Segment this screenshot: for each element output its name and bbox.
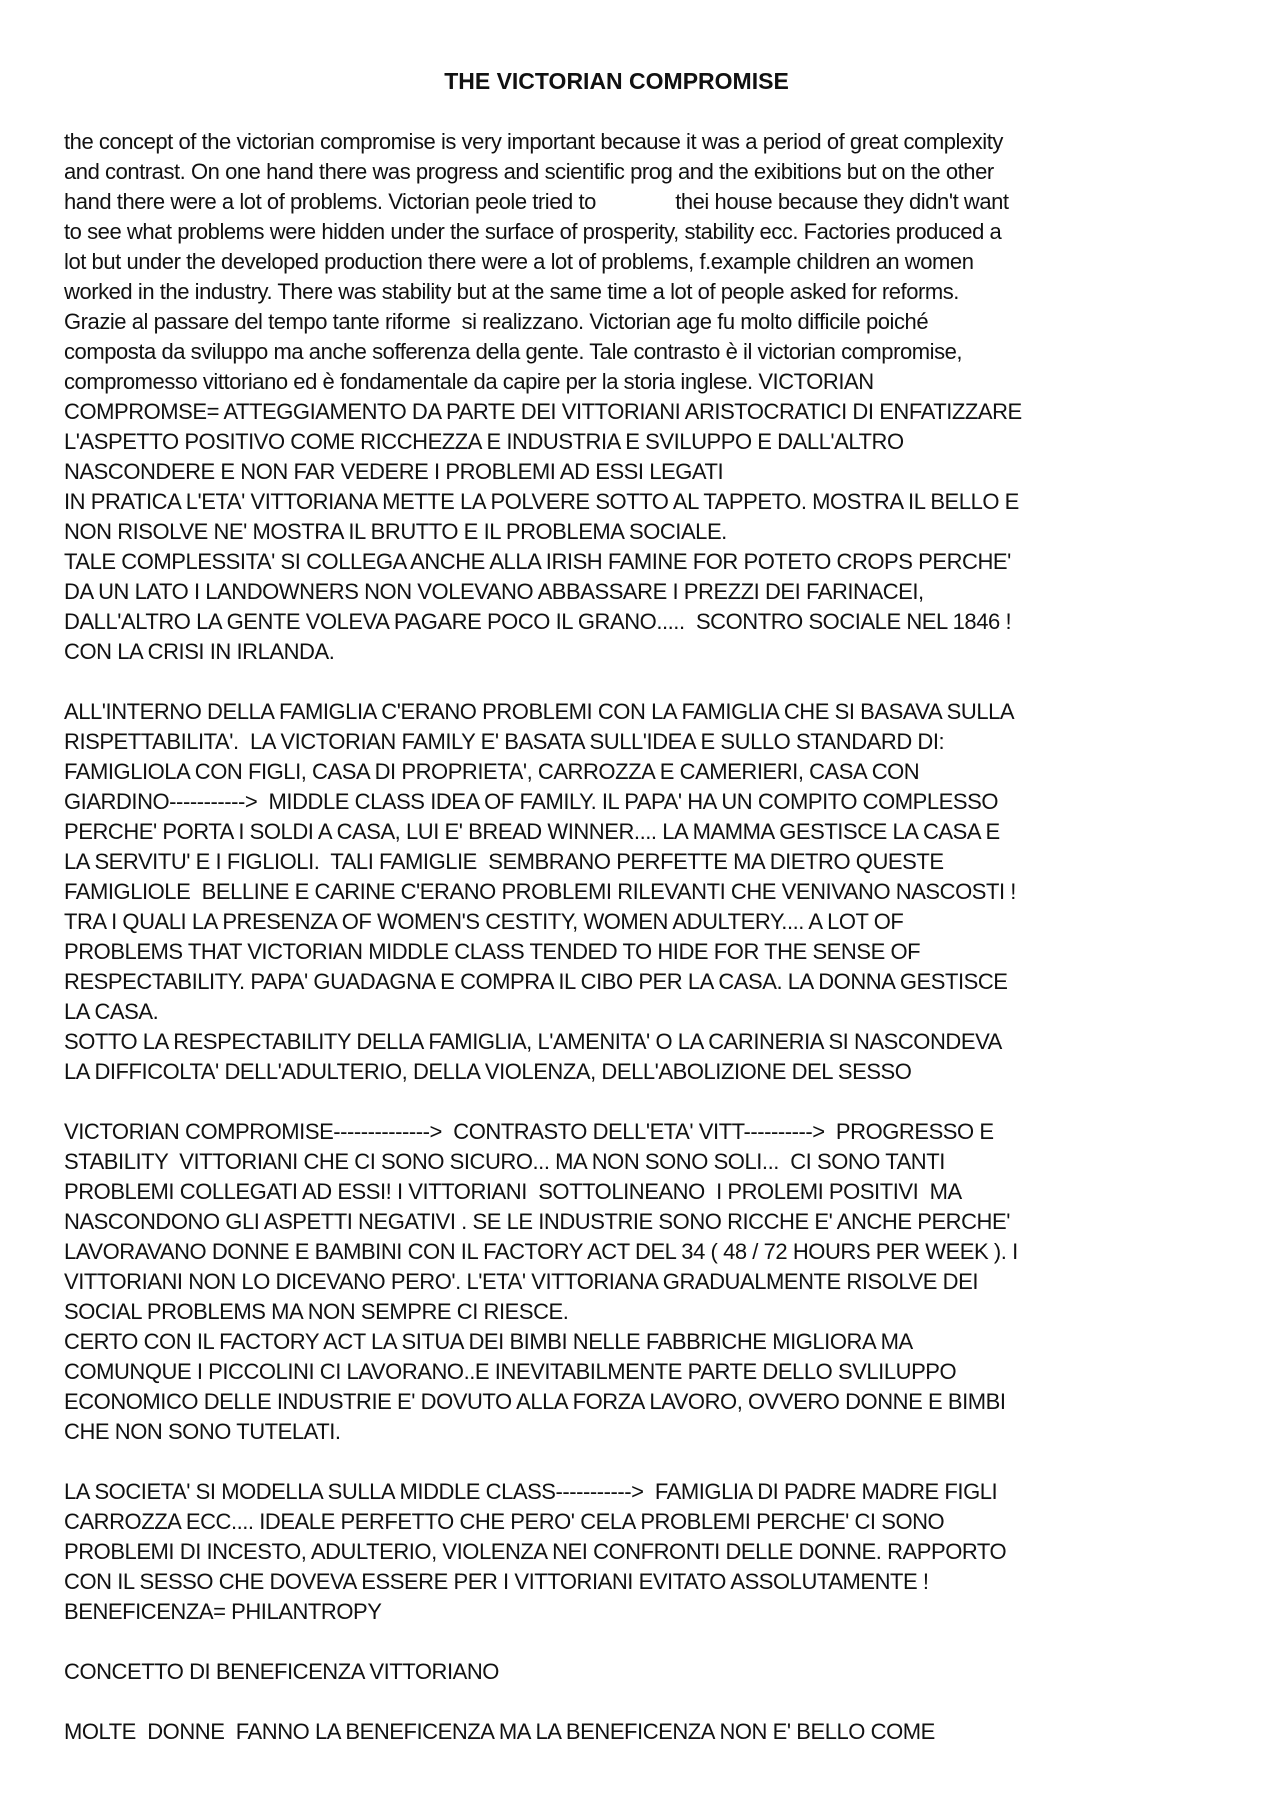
text-line: LAVORAVANO DONNE E BAMBINI CON IL FACTORY ACT DEL 34 ( 48 / 72 HOURS PER WEEK ). I [64,1239,1018,1264]
text-line: the concept of the victorian compromise is very important because it was a period of great complexity [64,129,1003,154]
text-line: RISPETTABILITA'. LA VICTORIAN FAMILY E' BASATA SULL'IDEA E SULLO STANDARD DI: [64,729,945,754]
text-line: TALE COMPLESSITA' SI COLLEGA ANCHE ALLA IRISH FAMINE FOR POTETO CROPS PERCHE' [64,549,1011,574]
blank-line [64,1627,1244,1657]
text-line: CERTO CON IL FACTORY ACT LA SITUA DEI BIMBI NELLE FABBRICHE MIGLIORA MA [64,1329,913,1354]
text-line: CON LA CRISI IN IRLANDA. [64,639,335,664]
text-line: ALL'INTERNO DELLA FAMIGLIA C'ERANO PROBLEMI CON LA FAMIGLIA CHE SI BASAVA SULLA [64,699,1015,724]
text-line: Grazie al passare del tempo tante riforme si realizzano. Victorian age fu molto difficile poiché [64,309,929,334]
text-line: RESPECTABILITY. PAPA' GUADAGNA E COMPRA IL CIBO PER LA CASA. LA DONNA GESTISCE [64,969,1008,994]
text-line: PROBLEMS THAT VICTORIAN MIDDLE CLASS TENDED TO HIDE FOR THE SENSE OF [64,939,921,964]
text-line: PROBLEMI COLLEGATI AD ESSI! I VITTORIANI SOTTOLINEANO I PROLEMI POSITIVI MA [64,1179,962,1204]
text-line: NON RISOLVE NE' MOSTRA IL BRUTTO E IL PROBLEMA SOCIALE. [64,519,727,544]
text-line: COMPROMSE= ATTEGGIAMENTO DA PARTE DEI VITTORIANI ARISTOCRATICI DI ENFATIZZARE [64,399,1022,424]
text-line: LA CASA. [64,999,159,1024]
document-body [64,127,1244,1747]
text-line: CHE NON SONO TUTELATI. [64,1419,341,1444]
text-line: SOCIAL PROBLEMS MA NON SEMPRE CI RIESCE. [64,1299,569,1324]
text-line: composta da sviluppo ma anche sofferenza della gente. Tale contrasto è il victorian compromise, [64,339,963,364]
text-line: ECONOMICO DELLE INDUSTRIE E' DOVUTO ALLA FORZA LAVORO, OVVERO DONNE E BIMBI [64,1389,1006,1414]
blank-line [64,1687,1244,1717]
text-line: compromesso vittoriano ed è fondamentale da capire per la storia inglese. VICTORIAN [64,369,874,394]
text-line: SOTTO LA RESPECTABILITY DELLA FAMIGLIA, L'AMENITA' O LA CARINERIA SI NASCONDEVA [64,1029,1002,1054]
text-line: to see what problems were hidden under the surface of prosperity, stability ecc. Factories produced a [64,219,1002,244]
text-line: lot but under the developed production there were a lot of problems, f.example children an women [64,249,974,274]
text-line: CARROZZA ECC.... IDEALE PERFETTO CHE PERO' CELA PROBLEMI PERCHE' CI SONO [64,1509,945,1534]
text-line: VICTORIAN COMPROMISE--------------> CONTRASTO DELL'ETA' VITT----------> PROGRESSO E [64,1119,994,1144]
text-line: worked in the industry. There was stability but at the same time a lot of people asked for reforms. [64,279,959,304]
blank-line [64,1447,1244,1477]
text-line: LA SOCIETA' SI MODELLA SULLA MIDDLE CLASS-----------> FAMIGLIA DI PADRE MADRE FIGLI [64,1479,998,1504]
text-line: LA SERVITU' E I FIGLIOLI. TALI FAMIGLIE SEMBRANO PERFETTE MA DIETRO QUESTE [64,849,944,874]
text-line: NASCONDERE E NON FAR VEDERE I PROBLEMI AD ESSI LEGATI [64,459,724,484]
text-line: VITTORIANI NON LO DICEVANO PERO'. L'ETA' VITTORIANA GRADUALMENTE RISOLVE DEI [64,1269,978,1294]
text-line: PROBLEMI DI INCESTO, ADULTERIO, VIOLENZA NEI CONFRONTI DELLE DONNE. RAPPORTO [64,1539,1007,1564]
text-line: L'ASPETTO POSITIVO COME RICCHEZZA E INDUSTRIA E SVILUPPO E DALL'ALTRO [64,429,904,454]
text-line: LA DIFFICOLTA' DELL'ADULTERIO, DELLA VIOLENZA, DELL'ABOLIZIONE DEL SESSO [64,1059,912,1084]
text-line: GIARDINO-----------> MIDDLE CLASS IDEA OF FAMILY. IL PAPA' HA UN COMPITO COMPLESSO [64,789,998,814]
text-line: FAMIGLIOLA CON FIGLI, CASA DI PROPRIETA', CARROZZA E CAMERIERI, CASA CON [64,759,920,784]
page-title: THE VICTORIAN COMPROMISE [444,68,789,94]
text-line: IN PRATICA L'ETA' VITTORIANA METTE LA POLVERE SOTTO AL TAPPETO. MOSTRA IL BELLO E [64,489,1019,514]
blank-line [64,1087,1244,1117]
text-line: CON IL SESSO CHE DOVEVA ESSERE PER I VITTORIANI EVITATO ASSOLUTAMENTE ! [64,1569,929,1594]
text-line: and contrast. On one hand there was progress and scientific prog and the exibitions but on the other [64,159,994,184]
blank-line [64,667,1244,697]
text-line: NASCONDONO GLI ASPETTI NEGATIVI . SE LE INDUSTRIE SONO RICCHE E' ANCHE PERCHE' [64,1209,1010,1234]
text-line: hand there were a lot of problems. Victorian peole tried to thei house because they didn't want [64,189,1009,214]
text-line: STABILITY VITTORIANI CHE CI SONO SICURO... MA NON SONO SOLI... CI SONO TANTI [64,1149,945,1174]
text-line: BENEFICENZA= PHILANTROPY [64,1599,382,1624]
text-line: CONCETTO DI BENEFICENZA VITTORIANO [64,1659,499,1684]
text-line: PERCHE' PORTA I SOLDI A CASA, LUI E' BREAD WINNER.... LA MAMMA GESTISCE LA CASA E [64,819,1000,844]
text-line: DA UN LATO I LANDOWNERS NON VOLEVANO ABBASSARE I PREZZI DEI FARINACEI, [64,579,924,604]
text-line: TRA I QUALI LA PRESENZA OF WOMEN'S CESTITY, WOMEN ADULTERY.... A LOT OF [64,909,904,934]
text-line: FAMIGLIOLE BELLINE E CARINE C'ERANO PROBLEMI RILEVANTI CHE VENIVANO NASCOSTI ! [64,879,1016,904]
text-line: COMUNQUE I PICCOLINI CI LAVORANO..E INEVITABILMENTE PARTE DELLO SVLILUPPO [64,1359,957,1384]
text-line: MOLTE DONNE FANNO LA BENEFICENZA MA LA BENEFICENZA NON E' BELLO COME [64,1719,935,1744]
text-line: DALL'ALTRO LA GENTE VOLEVA PAGARE POCO IL GRANO..... SCONTRO SOCIALE NEL 1846 ! [64,609,1012,634]
